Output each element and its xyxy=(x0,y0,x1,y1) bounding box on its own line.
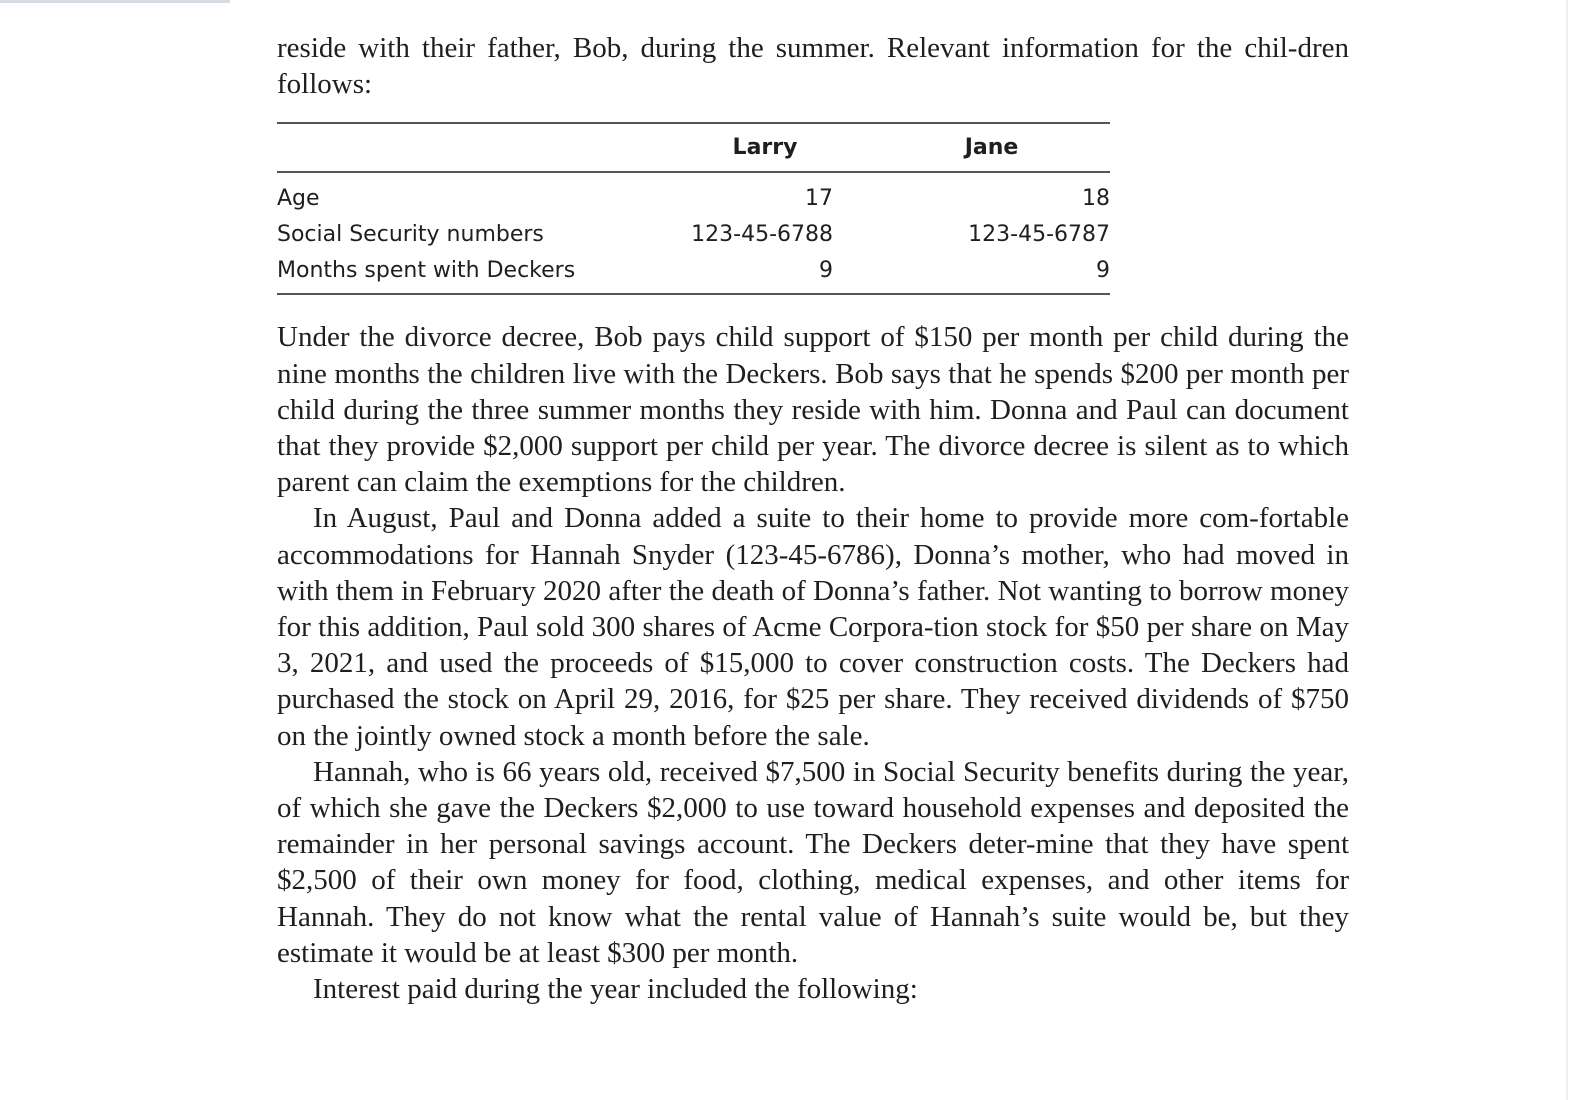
hannah-benefits-paragraph: Hannah, who is 66 years old, received $7,500 in Social Security benefits during the year, of which she gave the Deckers $2,000 to use toward household expenses and deposited the remainder in her personal savings account. The Deckers deter-mine that they have spent $2,500 of their own money for food, clothing, medical expenses, and other items for Hannah. They do not know what the rental value of Hannah’s suite would be, but they estimate it would be at least $300 per month. xyxy=(277,755,1349,969)
table-row-ssn xyxy=(277,217,1110,253)
table-header-larry: Larry xyxy=(732,134,798,160)
table-bottom-rule xyxy=(277,293,1110,295)
table-header-jane: Jane xyxy=(964,134,1019,160)
text-column xyxy=(277,30,1349,1007)
right-page-edge xyxy=(1566,0,1568,1100)
children-info-table xyxy=(277,122,1110,295)
larry-months: 9 xyxy=(819,258,833,284)
top-divider xyxy=(0,0,230,3)
table-row-age xyxy=(277,181,1110,217)
row-label-ssn: Social Security numbers xyxy=(277,222,544,248)
home-addition-paragraph: In August, Paul and Donna added a suite to their home to provide more com-fortable accommodations for Hannah Snyder (123-45-6786), Donna’s mother, who had moved in with them in February 2020 after the death of Donna’s father. Not wanting to borrow money for this addition, Paul sold 300 shares of Acme Corpora-tion stock for $50 per share on May 3, 2021, and used the proceeds of $15,000 to cover construction costs. The Deckers had purchased the stock on April 29, 2016, for $25 per share. They received dividends of $750 on the jointly owned stock a month before the sale. xyxy=(277,502,1349,752)
larry-ssn: 123-45-6788 xyxy=(691,222,833,248)
jane-months: 9 xyxy=(1096,258,1110,284)
table-body xyxy=(277,173,1110,293)
interest-paragraph: Interest paid during the year included the following: xyxy=(313,973,918,1006)
table-row-months xyxy=(277,253,1110,289)
intro-paragraph: reside with their father, Bob, during the summer. Relevant information for the chil-dren follows: xyxy=(277,32,1349,101)
larry-age: 17 xyxy=(805,186,833,212)
jane-age: 18 xyxy=(1082,186,1110,212)
row-label-age: Age xyxy=(277,186,320,212)
row-label-months: Months spent with Deckers xyxy=(277,258,576,284)
jane-ssn: 123-45-6787 xyxy=(968,222,1110,248)
table-header-row xyxy=(277,124,1110,171)
divorce-decree-paragraph: Under the divorce decree, Bob pays child support of $150 per month per child during the nine months the children live with the Deckers. Bob says that he spends $200 per month per child during the three summer months they reside with him. Donna and Paul can document that they provide $2,000 support per child per year. The divorce decree is silent as to which parent can claim the exemptions for the children. xyxy=(277,321,1349,499)
